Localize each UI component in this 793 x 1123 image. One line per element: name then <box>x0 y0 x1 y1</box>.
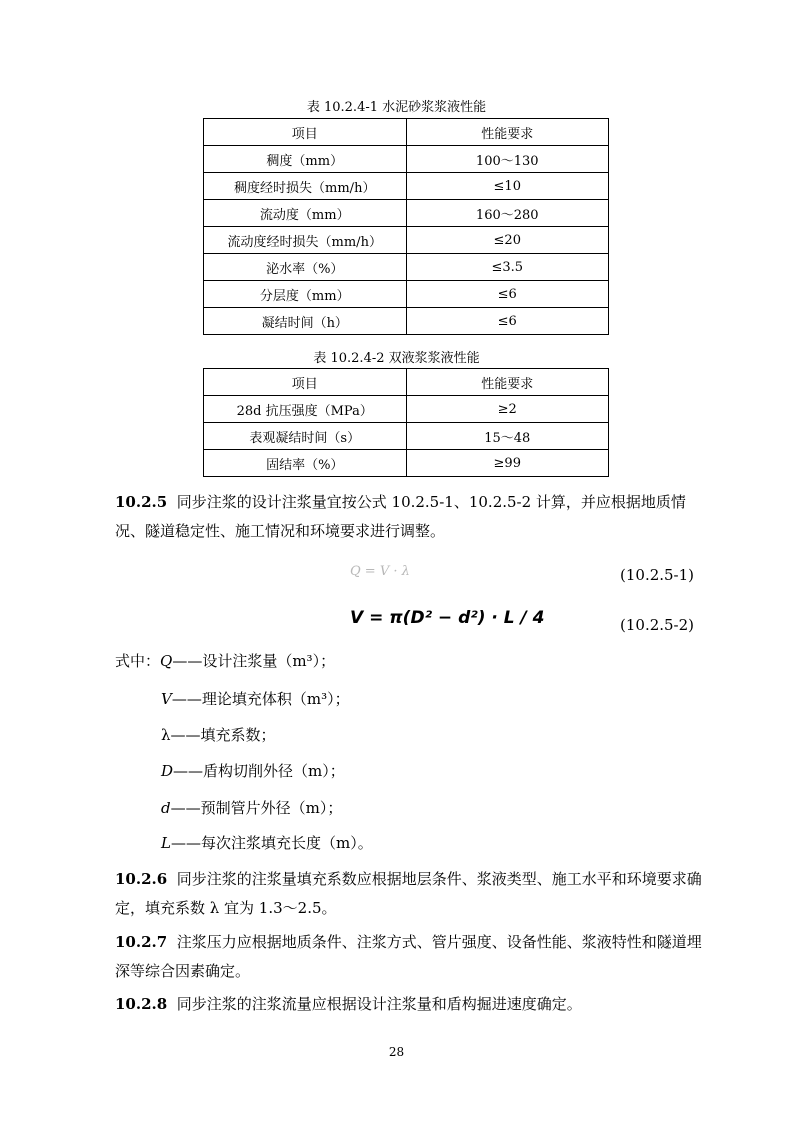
table-row <box>204 308 609 335</box>
table-cell: 15～48 <box>406 423 609 450</box>
variable-symbol: d <box>161 799 171 817</box>
clause-10-2-5 <box>115 488 705 546</box>
variables-intro: 式中： <box>115 652 161 670</box>
clause-text: 同步注浆的注浆流量应根据设计注浆量和盾构掘进速度确定。 <box>176 995 582 1013</box>
variable-row <box>161 797 342 818</box>
variable-desc: ——每次注浆填充长度（m）。 <box>170 834 373 852</box>
table-row <box>204 396 609 423</box>
table-row <box>204 423 609 450</box>
table1 <box>203 118 609 335</box>
page-number: 28 <box>388 1045 405 1059</box>
formula-2: V = π(D² − d²) · L / 4 <box>350 608 545 628</box>
table-cell: ≤6 <box>406 308 609 335</box>
table-header-row <box>204 119 609 146</box>
table2 <box>203 368 609 477</box>
table-cell: 分层度（mm） <box>204 281 407 308</box>
formula-2-label: (10.2.5-2) <box>620 616 695 634</box>
clause-text: 同步注浆的注浆量填充系数应根据地层条件、浆液类型、施工水平和环境要求确定，填充系数 λ 宜为 1.3～2.5。 <box>115 870 702 917</box>
variable-symbol: D <box>161 762 174 780</box>
variable-row <box>161 832 373 853</box>
variable-row <box>115 650 335 671</box>
variable-symbol: Q <box>160 652 173 670</box>
table-cell: 凝结时间（h） <box>204 308 407 335</box>
table-cell: ≥99 <box>406 450 609 477</box>
table-cell: ≤20 <box>406 227 609 254</box>
table-row <box>204 254 609 281</box>
table-row <box>204 281 609 308</box>
variable-desc: ——设计注浆量（m³）； <box>172 652 336 670</box>
table-header-cell: 项目 <box>204 119 407 146</box>
table-cell: ≤10 <box>406 173 609 200</box>
variable-row <box>161 760 345 781</box>
table-cell: ≤6 <box>406 281 609 308</box>
variable-symbol: V <box>161 690 172 708</box>
table-row <box>204 227 609 254</box>
variable-row <box>161 688 350 709</box>
clause-10-2-8 <box>115 990 705 1019</box>
clause-number: 10.2.5 <box>115 493 168 511</box>
clause-10-2-6 <box>115 865 705 923</box>
table1-caption: 表 10.2.4-1 水泥砂浆浆液性能 <box>306 100 487 115</box>
variable-desc: ——盾构切削外径（m）； <box>173 762 345 780</box>
table-header-row <box>204 369 609 396</box>
clause-10-2-7 <box>115 928 705 986</box>
table-row <box>204 173 609 200</box>
table-cell: 100～130 <box>406 146 609 173</box>
variable-desc: ——预制管片外径（m）； <box>170 799 343 817</box>
formula-1: Q = V · λ <box>350 564 410 579</box>
clause-text: 同步注浆的设计注浆量宜按公式 10.2.5-1、10.2.5-2 计算，并应根据地质情况、隧道稳定性、施工情况和环境要求进行调整。 <box>115 493 686 540</box>
variable-row <box>161 724 276 745</box>
table-cell: 固结率（%） <box>204 450 407 477</box>
clause-number: 10.2.6 <box>115 870 168 888</box>
table-row <box>204 450 609 477</box>
table-cell: ≥2 <box>406 396 609 423</box>
table2-caption: 表 10.2.4-2 双液浆浆液性能 <box>313 351 480 366</box>
table-header-cell: 项目 <box>204 369 407 396</box>
formula-1-label: (10.2.5-1) <box>620 566 695 584</box>
clause-number: 10.2.8 <box>115 995 168 1013</box>
table-cell: 28d 抗压强度（MPa） <box>204 396 407 423</box>
table-cell: 160～280 <box>406 200 609 227</box>
clause-text: 注浆压力应根据地质条件、注浆方式、管片强度、设备性能、浆液特性和隧道埋深等综合因素确定。 <box>115 933 702 980</box>
table-cell: 稠度经时损失（mm/h） <box>204 173 407 200</box>
table-header-cell: 性能要求 <box>406 369 609 396</box>
table-row <box>204 146 609 173</box>
variable-desc: ——理论填充体积（m³）； <box>171 690 350 708</box>
clause-number: 10.2.7 <box>115 933 168 951</box>
table-cell: 稠度（mm） <box>204 146 407 173</box>
variable-symbol: λ <box>161 726 171 744</box>
table-cell: ≤3.5 <box>406 254 609 281</box>
table-row <box>204 200 609 227</box>
table-cell: 流动度（mm） <box>204 200 407 227</box>
variable-symbol: L <box>161 834 171 852</box>
table-cell: 泌水率（%） <box>204 254 407 281</box>
table-cell: 流动度经时损失（mm/h） <box>204 227 407 254</box>
variable-desc: ——填充系数； <box>170 726 276 744</box>
table-cell: 表观凝结时间（s） <box>204 423 407 450</box>
table-header-cell: 性能要求 <box>406 119 609 146</box>
